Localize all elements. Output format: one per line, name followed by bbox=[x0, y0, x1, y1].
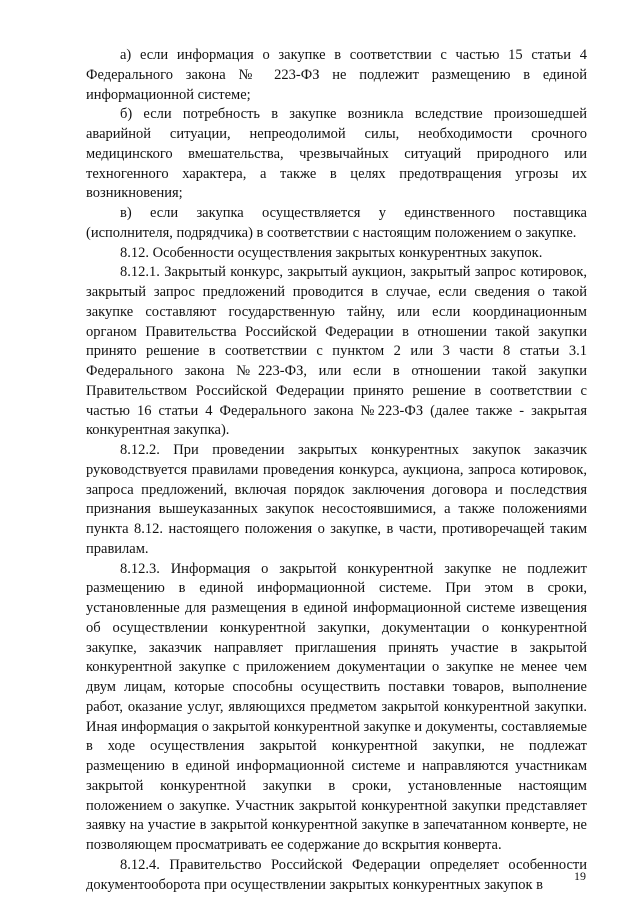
paragraph-8-12-3: 8.12.3. Информация о закрытой конкурентной закупке не подлежит размещению в единой информационной системе. При этом в сроки, установленные для размещения в единой информационной системе извещения об осуществлении конкурентной закупки, документации о конкурентной закупке, заказчик направляет приглашения принять участие в закрытой конкурентной закупке с приложением документации о закупке не менее чем двум лицам, которые способны осуществить поставки товаров, выполнение работ, оказание услуг, являющихся предметом закрытой конкурентной закупки. Иная информация о закрытой конкурентной закупке и документы, составляемые в ходе осуществления закрытой конкурентной закупки, не подлежат размещению в единой информационной системе и направляются участникам закрытой конкурентной закупки в сроки, установленные настоящим положением о закупке. Участник закрытой конкурентной закупки представляет заявку на участие в закрытой конкурентной закупке в запечатанном конверте, не позволяющем просматривать ее содержание до вскрытия конверта. bbox=[86, 560, 587, 853]
paragraph-subitem-v: в) если закупка осуществляется у единственного поставщика (исполнителя, подрядчика) в соответствии с настоящим положением о закупке. bbox=[86, 205, 587, 241]
section-heading-8-12: 8.12. Особенности осуществления закрытых конкурентных закупок. bbox=[120, 244, 543, 261]
paragraph-subitem-a: а) если информация о закупке в соответствии с частью 15 статьи 4 Федерального закона № 223-ФЗ не подлежит размещению в единой информационной системе; bbox=[86, 47, 587, 103]
page-number: 19 bbox=[574, 869, 586, 883]
paragraph-8-12-2: 8.12.2. При проведении закрытых конкурентных закупок заказчик руководствуется правилами проведения конкурса, аукциона, запроса котировок, запроса предложений, включая порядок заключения договора и последствия признания вышеуказанных закупок несостоявшимися, а также положениями пункта 8.12. настоящего положения о закупке, в части, противоречащей таким правилам. bbox=[86, 442, 587, 557]
document-body bbox=[86, 46, 587, 895]
paragraph-8-12-1: 8.12.1. Закрытый конкурс, закрытый аукцион, закрытый запрос котировок, закрытый запрос предложений проводится в случае, если сведения о такой закупке составляют государственную тайну, или если координационным органом Правительства Российской Федерации в отношении такой закупки принято решение в соответствии с пунктом 2 или 3 части 8 статьи 3.1 Федерального закона №223-ФЗ, или если в отношении такой закупки Правительством Российской Федерации принято решение в соответствии с частью 16 статьи 4 Федерального закона №223-ФЗ (далее также - закрытая конкурентная закупка). bbox=[86, 264, 587, 439]
paragraph-subitem-b: б) если потребность в закупке возникла вследствие произошедшей аварийной ситуации, непреодолимой силы, необходимости срочного медицинского вмешательства, чрезвычайных ситуаций природного или техногенного характера, а также в целях предотвращения угрозы их возникновения; bbox=[86, 106, 587, 202]
paragraph-8-12-4: 8.12.4. Правительство Российской Федерации определяет особенности документооборота при осуществлении закрытых конкурентных закупок в bbox=[86, 856, 587, 893]
